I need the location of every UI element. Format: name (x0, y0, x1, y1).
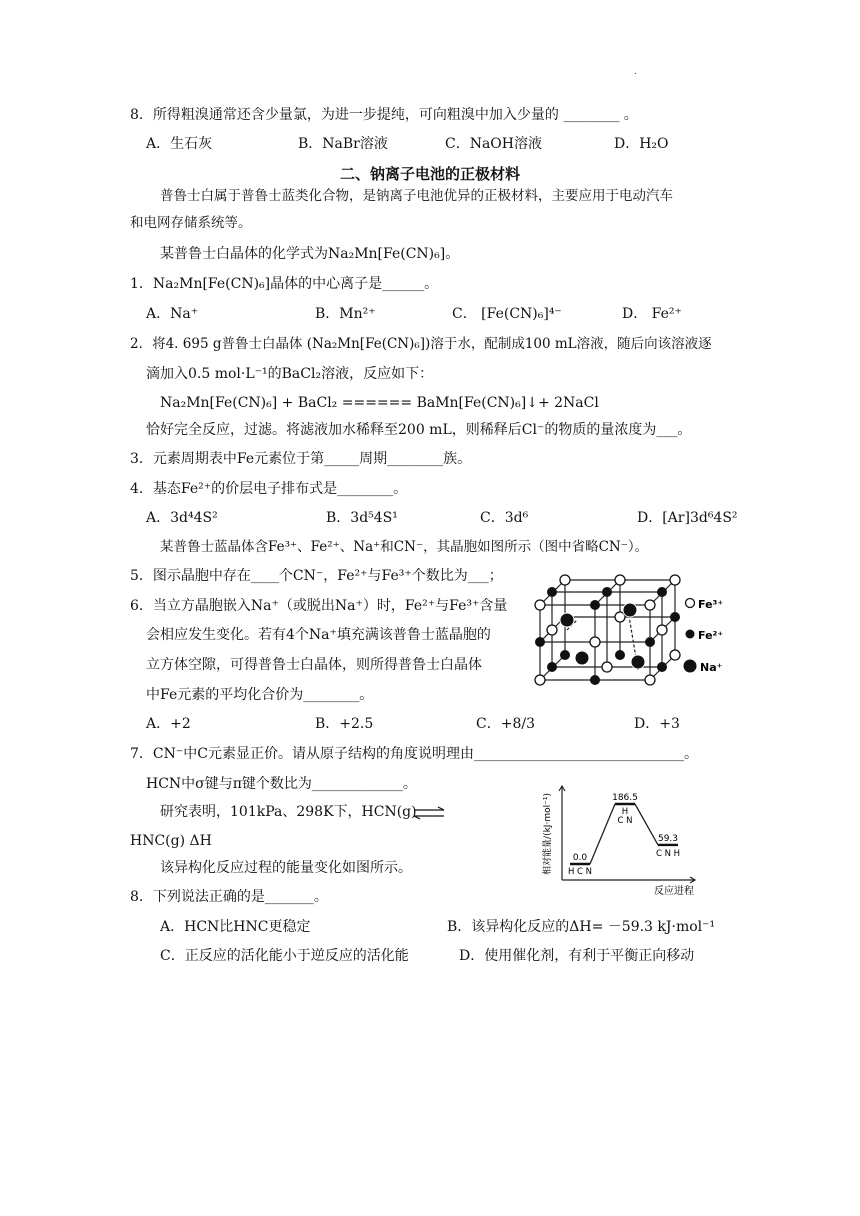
x-axis-label: 反应进程 (654, 886, 694, 897)
q8b-option-b: B．该异构化反应的ΔH= －59.3 kJ·mol⁻¹ (447, 919, 716, 935)
q7-line-2: HCN中σ键与π键个数比为_____________。 (146, 776, 417, 792)
page-dot: . (634, 67, 637, 76)
legend-fe3: Fe³⁺ (698, 598, 724, 611)
value-start: 0.0 (572, 853, 588, 863)
q8a-option-a: A．生石灰 (146, 136, 213, 152)
q7-study-1: 研究表明，101kPa、298K下，HCN(g) (160, 804, 417, 820)
q6-line-1: 6．当立方晶胞嵌入Na⁺（或脱出Na⁺）时，Fe²⁺与Fe³⁺含量 (130, 598, 508, 614)
value-end: 59.3 (657, 833, 679, 844)
value-peak: 186.5 (612, 793, 638, 803)
q2-line-1: 2．将4. 695 g普鲁士白晶体 (Na₂Mn[Fe(CN)₆])溶于水，配制成100 mL溶液，随后向该溶液逐 (130, 336, 712, 352)
q6-option-c: C．+8/3 (476, 716, 535, 732)
species-ts-bottom: C N (617, 816, 633, 826)
q8b-option-c: C．正反应的活化能小于逆反应的活化能 (160, 948, 409, 964)
q8b-option-a: A．HCN比HNC更稳定 (160, 919, 311, 935)
q8a-option-b: B．NaBr溶液 (298, 136, 388, 152)
formula-line: 某普鲁士白晶体的化学式为Na₂Mn[Fe(CN)₆]。 (160, 246, 460, 262)
q1-option-d: D． Fe²⁺ (622, 306, 682, 322)
q7-line-1: 7．CN⁻中C元素显正价。请从原子结构的角度说明理由______________________________。 (130, 746, 698, 762)
q6-option-b: B．+2.5 (315, 716, 374, 732)
q8a-option-d: D．H₂O (614, 136, 669, 152)
section-intro-1: 普鲁士白属于普鲁士蓝类化合物，是钠离子电池优异的正极材料，主要应用于电动汽车 (160, 188, 673, 204)
q1-stem: 1．Na₂Mn[Fe(CN)₆]晶体的中心离子是______。 (130, 276, 439, 292)
q4-option-a: A．3d⁴4S² (146, 510, 218, 526)
y-axis-label: 相对能量/(kJ·mol⁻¹) (543, 793, 553, 875)
q6-option-a: A．+2 (146, 716, 191, 732)
legend-na: Na⁺ (700, 661, 723, 674)
q1-option-a: A．Na⁺ (146, 306, 199, 322)
q4-option-d: D．[Ar]3d⁶4S² (637, 510, 738, 526)
section-intro-2: 和电网存储系统等。 (130, 215, 252, 231)
q2-reaction: Na₂Mn[Fe(CN)₆] + BaCl₂ ====== BaMn[Fe(CN)₆]↓+ 2NaCl (160, 395, 599, 411)
q2-line-2: 滴加入0.5 mol·L⁻¹的BaCl₂溶液，反应如下： (146, 366, 434, 382)
q1-option-b: B．Mn²⁺ (315, 306, 376, 322)
q7-study-3: 该异构化反应过程的能量变化如图所示。 (160, 860, 412, 876)
q8a-stem: 8．所得粗溴通常还含少量氯，为进一步提纯，可向粗溴中加入少量的 ________ 。 (130, 107, 638, 123)
q4-stem: 4．基态Fe²⁺的价层电子排布式是________。 (130, 481, 408, 497)
q6-line-4: 中Fe元素的平均化合价为________。 (146, 687, 374, 703)
section-title: 二、钠离子电池的正极材料 (339, 165, 520, 183)
blue-intro: 某普鲁士蓝晶体含Fe³⁺、Fe²⁺、Na⁺和CN⁻，其晶胞如图所示（图中省略CN⁻）。 (160, 539, 649, 555)
q8b-stem: 8．下列说法正确的是_______。 (130, 889, 328, 905)
q3-stem: 3．元素周期表中Fe元素位于第_____周期________族。 (130, 451, 472, 467)
q1-option-c: C． [Fe(CN)₆]⁴⁻ (452, 306, 562, 322)
q4-option-b: B．3d⁵4S¹ (326, 510, 398, 526)
q2-line-3: 恰好完全反应，过滤。将滤液加水稀释至200 mL，则稀释后Cl⁻的物质的量浓度为___。 (146, 422, 692, 438)
crystal-cell-figure (520, 570, 730, 700)
q8b-option-d: D．使用催化剂，有利于平衡正向移动 (459, 948, 695, 964)
q6-line-3: 立方体空隙，可得普鲁士白晶体，则所得普鲁士白晶体 (146, 657, 482, 673)
q6-line-2: 会相应发生变化。若有4个Na⁺填充满该普鲁士蓝晶胞的 (146, 627, 491, 643)
legend-fe2: Fe²⁺ (698, 629, 724, 642)
q7-study-2: HNC(g) ΔH (130, 833, 212, 849)
species-start: H C N (567, 867, 593, 877)
species-end: C N H (655, 848, 681, 859)
equilibrium-arrows (412, 806, 446, 820)
q4-option-c: C．3d⁶ (480, 510, 529, 526)
q5-stem: 5．图示晶胞中存在____个CN⁻，Fe²⁺与Fe³⁺个数比为___； (130, 568, 503, 584)
q8a-option-c: C．NaOH溶液 (445, 136, 542, 152)
species-ts-top: H (621, 807, 629, 817)
energy-profile-chart (540, 782, 710, 900)
q6-option-d: D．+3 (634, 716, 680, 732)
